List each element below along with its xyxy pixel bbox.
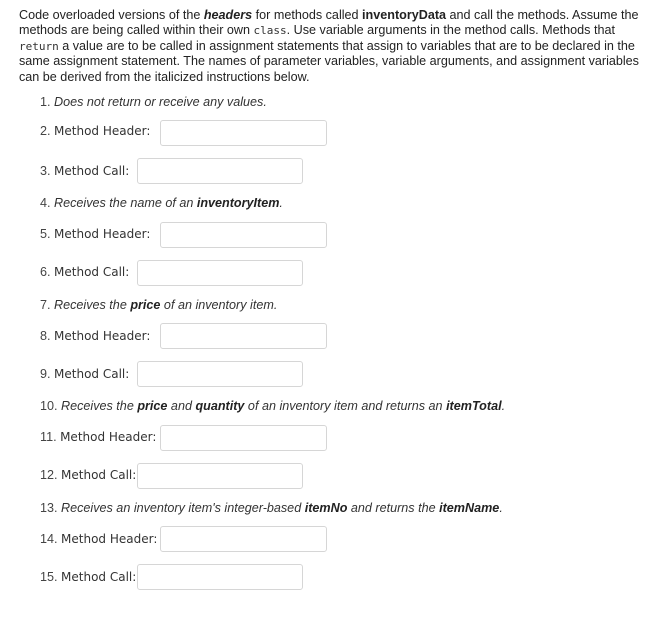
item-number: 12.: [40, 468, 58, 482]
method-call-row-9: [40, 367, 129, 381]
intro-text: . Use variable arguments in the method calls. Methods that: [286, 23, 615, 38]
intro-text: a value are to be called in assignment statements that assign to variables that are to be declared in the same assignment statement. The names of parameter variables, variable arguments, and assignment variables can be derived from the italicized instructions below.: [19, 38, 639, 84]
instruction-item-4: [40, 196, 283, 210]
item-number: 8.: [40, 329, 51, 343]
method-call-label: Method Call:: [61, 570, 137, 584]
keyword-price: price: [137, 399, 168, 413]
intro-text: and call the methods. Assume the methods are being called within their own: [19, 8, 639, 38]
intro-code-return: return: [19, 39, 59, 53]
method-header-row-8: [40, 329, 150, 343]
method-header-row-11: [40, 430, 156, 444]
item-number: 3.: [40, 164, 51, 178]
item-number: 1.: [40, 95, 51, 109]
method-call-input-3[interactable]: [137, 158, 303, 184]
method-call-label: Method Call:: [54, 367, 130, 381]
method-header-input-8[interactable]: [160, 323, 327, 349]
method-header-label: Method Header:: [61, 532, 158, 546]
instruction-text: Receives the price of an inventory item.: [54, 298, 278, 312]
method-call-row-15: [40, 570, 136, 584]
method-call-label: Method Call:: [54, 164, 130, 178]
item-number: 15.: [40, 570, 58, 584]
item-number: 6.: [40, 265, 51, 279]
item-number: 11.: [40, 430, 57, 444]
item-number: 5.: [40, 227, 51, 241]
method-header-input-5[interactable]: [160, 222, 327, 248]
instruction-item-10: [40, 399, 505, 413]
method-call-input-12[interactable]: [137, 463, 303, 489]
item-number: 14.: [40, 532, 58, 546]
method-call-row-6: [40, 265, 129, 279]
method-header-row-14: [40, 532, 157, 546]
method-call-label: Method Call:: [61, 468, 137, 482]
keyword-itemname: itemName: [439, 501, 500, 515]
intro-keyword-headers: headers: [203, 8, 253, 22]
instruction-item-7: [40, 298, 277, 312]
method-call-input-6[interactable]: [137, 260, 303, 286]
method-header-label: Method Header:: [54, 227, 151, 241]
keyword-itemno: itemNo: [304, 501, 348, 515]
item-number: 10.: [40, 399, 58, 413]
intro-text: Code overloaded versions of the: [19, 8, 204, 22]
method-header-label: Method Header:: [60, 430, 157, 444]
instructions-paragraph: [19, 8, 649, 85]
instruction-item-13: [40, 501, 503, 515]
method-header-label: Method Header:: [54, 124, 151, 138]
method-call-label: Method Call:: [54, 265, 130, 279]
keyword-quantity: quantity: [195, 399, 245, 413]
instruction-text: Receives an inventory item's integer-based itemNo and returns the itemName.: [61, 501, 503, 515]
intro-keyword-inventorydata: inventoryData: [362, 8, 447, 22]
method-header-input-14[interactable]: [160, 526, 327, 552]
method-header-label: Method Header:: [54, 329, 151, 343]
method-header-input-11[interactable]: [160, 425, 327, 451]
item-number: 9.: [40, 367, 51, 381]
method-call-row-3: [40, 164, 129, 178]
method-header-input-2[interactable]: [160, 120, 327, 146]
instruction-item-1: [40, 95, 267, 109]
item-number: 7.: [40, 298, 51, 312]
keyword-itemtotal: itemTotal: [446, 399, 502, 413]
method-call-input-15[interactable]: [137, 564, 303, 590]
instruction-text: Receives the name of an inventoryItem.: [54, 196, 283, 210]
intro-code-class: class: [253, 24, 287, 38]
method-header-row-5: [40, 227, 150, 241]
method-header-row-2: [40, 124, 150, 138]
method-call-input-9[interactable]: [137, 361, 303, 387]
keyword-inventoryitem: inventoryItem: [196, 196, 280, 210]
keyword-price: price: [130, 298, 161, 312]
method-call-row-12: [40, 468, 136, 482]
intro-text: for methods called: [252, 8, 363, 22]
item-number: 4.: [40, 196, 51, 210]
item-number: 13.: [40, 501, 58, 515]
item-number: 2.: [40, 124, 51, 138]
instruction-text: Does not return or receive any values.: [54, 95, 267, 109]
instruction-text: Receives the price and quantity of an inventory item and returns an itemTotal.: [61, 399, 506, 413]
